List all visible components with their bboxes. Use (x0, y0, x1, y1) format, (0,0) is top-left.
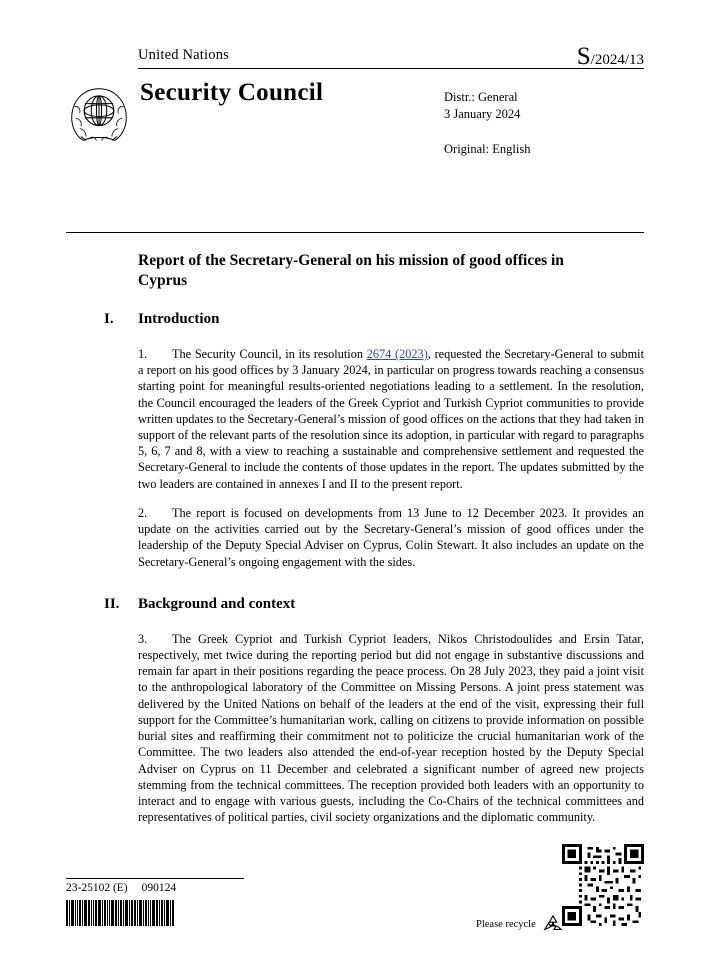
paragraph-3 (138, 631, 644, 826)
distribution-block (444, 77, 644, 158)
document-symbol-prefix: S (576, 43, 591, 70)
document-footer (66, 850, 644, 940)
document-symbol-suffix: /2024/13 (590, 52, 644, 68)
paragraph-number: 2. (138, 505, 148, 520)
section-numeral: I. (104, 310, 114, 327)
recycle-icon (542, 914, 564, 934)
document-page (0, 43, 706, 960)
original-language: Original: English (444, 141, 531, 156)
paragraph-number: 3. (138, 631, 148, 646)
job-number-value: 23-25102 (E) (66, 882, 128, 894)
resolution-link[interactable]: 2674 (2023) (366, 346, 428, 361)
document-symbol (577, 44, 644, 69)
header-divider (66, 232, 644, 233)
section-numeral: II. (104, 595, 120, 612)
header-body (66, 77, 644, 158)
section-introduction (66, 311, 644, 333)
recycle-label: Please recycle (476, 918, 536, 930)
date-code-value: 090124 (141, 882, 177, 894)
paragraph-3-text: The Greek Cypriot and Turkish Cypriot leaders, Nikos Christodoulides and Ersin Tatar, respectively, met twice during the reporting period but did not engage in substantive discussions and remain far apart in their positions regarding the peace process. On 28 July 2023, they paid a joint visit to the anthropological laboratory of the Committee on Missing Persons. A joint press statement was delivered by the United Nations on behalf of the leaders at the end of the visit, expressing their full support for the Committee’s humanitarian work, calling on citizens to provide information on possible burial sites and reaffirming their commitment not to politicize the crucial humanitarian work of the Committee. The two leaders also attended the end-of-year reception hosted by the Deputy Special Adviser on Cyprus on 11 December and celebrated a significant number of agreed new projects stemming from the technical committees. The reception provided both leaders with an opportunity to interact and to engage with various guests, including the Co-Chairs of the technical committees and representatives of political parties, civil society organizations and the diplomatic community. (138, 631, 644, 825)
document-date: 3 January 2024 (444, 106, 521, 121)
document-content (66, 251, 644, 826)
section-heading: Introduction (138, 310, 220, 327)
report-title: Report of the Secretary-General on his mission of good offices in Cyprus (138, 251, 564, 289)
paragraph-2 (138, 505, 644, 570)
paragraph-2-text: The report is focused on developments from 13 June to 12 December 2023. It provides an update on the activities carried out by the Secretary-General’s mission of good offices under the leadership of the Deputy Special Adviser on Cyprus, Colin Stewart. It also includes an update on the Secretary-General’s ongoing engagement with the sides. (138, 505, 644, 569)
paragraph-number: 1. (138, 346, 148, 361)
organization-name: United Nations (138, 47, 229, 63)
un-emblem-icon (66, 81, 132, 143)
paragraph-1-text-before-link: The Security Council, in its resolution (172, 346, 367, 361)
job-number (66, 882, 176, 894)
document-header (66, 43, 644, 158)
section-heading: Background and context (138, 595, 296, 612)
footer-divider (66, 878, 244, 879)
section-background-and-context (66, 596, 644, 618)
paragraph-1 (138, 346, 644, 492)
barcode-icon (66, 900, 190, 926)
recycle-notice (476, 914, 564, 934)
body-title-block (132, 77, 444, 107)
distribution-label: Distr.: General (444, 90, 518, 104)
organization-line (138, 46, 644, 69)
paragraph-1-text-after-link: , requested the Secretary-General to submit a report on his good offices by 3 January 2024, in particular on progress towards reaching a consensus starting point for meaningful results-oriented negotiations leading to a settlement. In the resolution, the Council encouraged the leaders of the Greek Cypriot and Turkish Cypriot communities to provide written updates to the Secretary-General’s mission of good offices on the actions that they had taken in support of the relevant parts of the resolution since its adoption, in particular with regard to paragraphs 5, 6, 7 and 8, with a view to reaching a sustainable and comprehensive settlement and requested the Secretary-General to include the contents of those updates in the report. The updates submitted by the two leaders are contained in annexes I and II to the present report. (138, 346, 645, 491)
page-title: Security Council (140, 79, 324, 106)
